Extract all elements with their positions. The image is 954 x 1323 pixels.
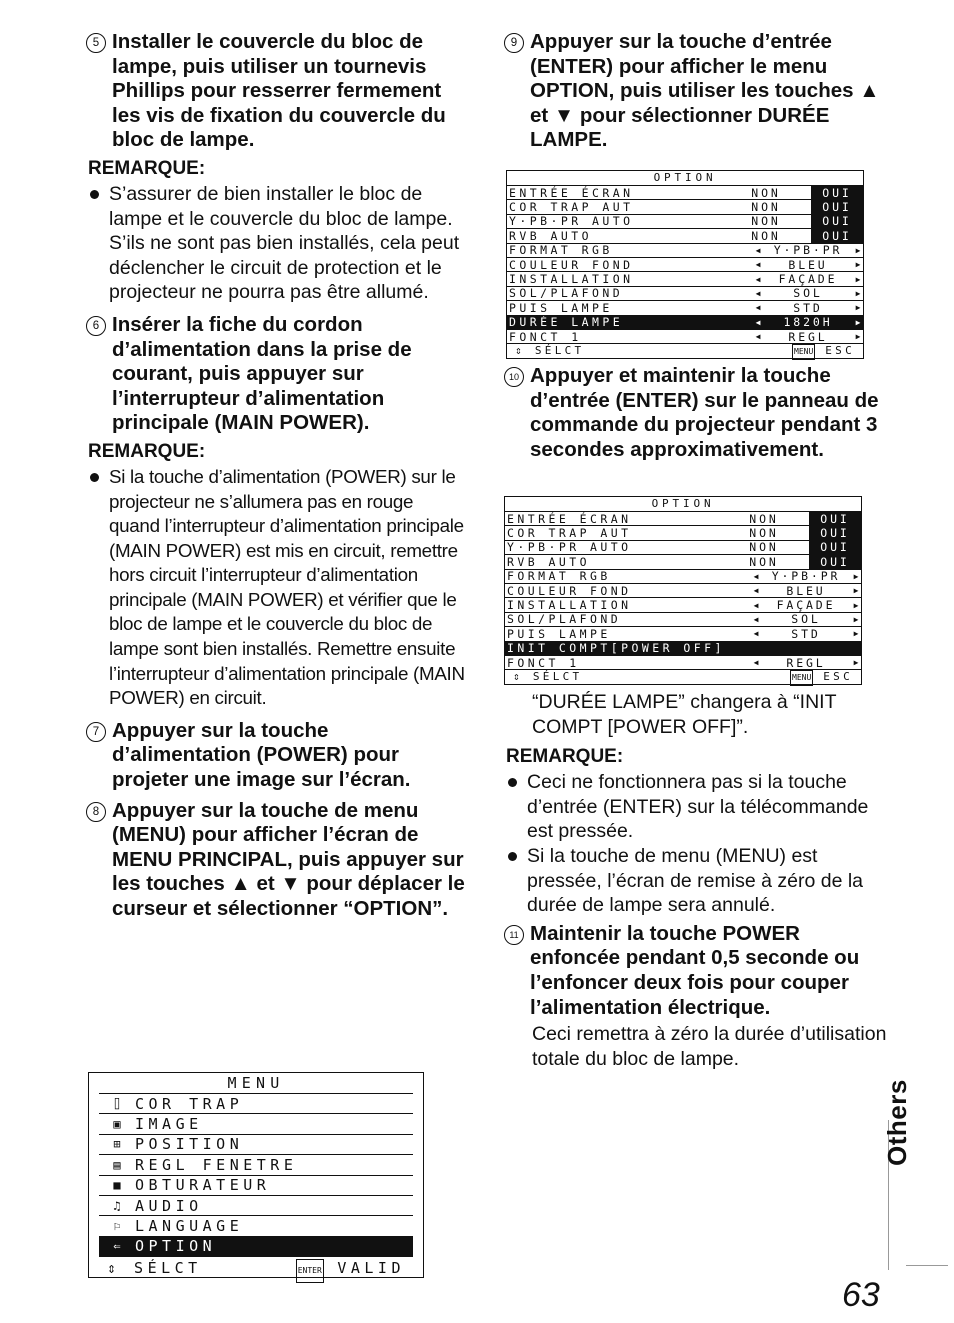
right-arrow-icon: ▶ bbox=[853, 614, 859, 624]
option-row bbox=[507, 199, 863, 213]
option-row bbox=[505, 554, 861, 568]
option-label: Y·PB·PR AUTO bbox=[507, 540, 632, 555]
menu-item-label: REGL FENETRE bbox=[135, 1155, 298, 1174]
menu-item bbox=[99, 1113, 413, 1133]
right-arrow-icon: ▶ bbox=[855, 260, 861, 270]
left-arrow-icon: ◀ bbox=[755, 332, 761, 342]
option-value: FAÇADE bbox=[778, 272, 838, 286]
option-label: ENTRÉE ÉCRAN bbox=[507, 511, 632, 526]
option-label: FONCT 1 bbox=[509, 329, 582, 344]
option-row bbox=[505, 569, 861, 583]
option-value: Y·PB·PR bbox=[771, 569, 841, 583]
shutter-icon: ■ bbox=[113, 1178, 121, 1193]
option-value: SOL bbox=[791, 612, 821, 627]
step-number: 5 bbox=[86, 33, 106, 53]
step-text: Appuyer sur la touche d’alimentation (POWER) pour projeter une image sur l’écran. bbox=[112, 718, 411, 792]
menu-item-label: IMAGE bbox=[135, 1115, 203, 1134]
remark-title: REMARQUE: bbox=[506, 746, 624, 768]
step-text: Maintenir la touche POWER enfoncée pendant 0,5 seconde ou l’enfoncer deux fois pour couper l’alimentation électrique. bbox=[530, 921, 860, 1019]
option-row bbox=[507, 214, 863, 228]
option-screen-reset bbox=[504, 496, 862, 685]
option-row bbox=[505, 641, 861, 655]
right-column bbox=[506, 30, 890, 155]
remark-bullet bbox=[88, 182, 466, 305]
option-icon: ⇐ bbox=[113, 1239, 121, 1254]
option-footer bbox=[507, 343, 863, 358]
bullet-text: S’assurer de bien installer le bloc de lampe et le couvercle du bloc de lampe. S’ils ne sont pas bien installés, cela peut déclencher le circuit de protection et le projecteur ne pourra pas être allumé. bbox=[109, 182, 460, 304]
right-arrow-icon: ▶ bbox=[853, 571, 859, 581]
menu-item bbox=[99, 1236, 413, 1256]
step-number: 10 bbox=[504, 367, 524, 387]
side-tab-others: Others bbox=[882, 1079, 912, 1166]
remark-bullet bbox=[506, 844, 890, 918]
step-number: 6 bbox=[86, 316, 106, 336]
option-row bbox=[507, 300, 863, 314]
menu-item bbox=[99, 1175, 413, 1195]
right-column-mid bbox=[506, 364, 890, 464]
step-text: Insérer la fiche du cordon d’alimentation dans la prise de courant, puis appuyer sur l’interrupteur d’alimentation principale (MAIN POWER). bbox=[112, 312, 412, 435]
bullet-text: Si la touche d’alimentation (POWER) sur le projecteur ne s’allumera pas en rouge quand l’interrupteur d’alimentation principale (MAIN POWER) est mis en circuit, remettre hors circuit l’interrupteur d’alimentation principale (MAIN POWER) et vérifier que le bloc de lampe et le couvercle du bloc de lampe sont bien installés. Remettre ensuite l’interrupteur d’alimentation principale (MAIN POWER) en circuit. bbox=[109, 465, 465, 709]
menu-item-label: LANGUAGE bbox=[135, 1217, 244, 1236]
bullet-text: Si la touche de menu (MENU) est pressée, l’écran de remise à zéro de la durée de lampe sera annulé. bbox=[527, 844, 864, 917]
option-label: DURÉE LAMPE bbox=[509, 315, 624, 329]
option-value: NON bbox=[749, 526, 779, 540]
right-arrow-icon: ▶ bbox=[853, 658, 859, 668]
option-value: NON bbox=[749, 511, 779, 526]
step-10-result: “DURÉE LAMPE” changera à “INIT COMPT [POWER OFF]”. bbox=[532, 691, 837, 738]
option-label: COR TRAP AUT bbox=[507, 526, 632, 540]
option-row bbox=[507, 228, 863, 242]
step-text: Appuyer et maintenir la touche d’entrée (ENTER) sur le panneau de commande du projecteur pendant 3 secondes approximativement. bbox=[530, 364, 879, 461]
right-arrow-icon: ▶ bbox=[853, 586, 859, 596]
left-arrow-icon: ◀ bbox=[755, 288, 761, 298]
audio-icon: ♫ bbox=[113, 1198, 121, 1213]
menu-item bbox=[99, 1154, 413, 1174]
menu-item bbox=[99, 1134, 413, 1154]
option-toggle: OUI bbox=[809, 555, 861, 569]
left-arrow-icon: ◀ bbox=[755, 260, 761, 270]
option-value: REGL bbox=[788, 329, 828, 344]
option-value: NON bbox=[749, 554, 779, 569]
left-arrow-icon: ◀ bbox=[755, 303, 761, 313]
option-row bbox=[507, 271, 863, 285]
right-arrow-icon: ▶ bbox=[853, 600, 859, 610]
step-text: Appuyer sur la touche d’entrée (ENTER) pour afficher le menu OPTION, puis utiliser les touches ▲ et ▼ pour sélectionner DURÉE LAMPE. bbox=[530, 30, 880, 152]
option-value: SOL bbox=[793, 286, 823, 301]
main-menu-screen bbox=[88, 1072, 424, 1278]
option-row bbox=[507, 315, 863, 329]
right-arrow-icon: ▶ bbox=[855, 317, 861, 327]
remark-title: REMARQUE: bbox=[88, 157, 206, 179]
footer-select: ⇕ SÉLCT bbox=[107, 1259, 202, 1278]
option-toggle: OUI bbox=[809, 512, 861, 526]
option-value: STD bbox=[793, 300, 823, 315]
step-number: 7 bbox=[86, 722, 106, 742]
footer-esc: ESC bbox=[823, 670, 853, 684]
option-toggle: OUI bbox=[811, 214, 863, 228]
option-footer bbox=[505, 669, 861, 684]
option-row bbox=[505, 540, 861, 554]
option-row bbox=[507, 243, 863, 257]
menu-item bbox=[99, 1195, 413, 1215]
step-number: 11 bbox=[504, 925, 524, 945]
menu-item bbox=[99, 1093, 413, 1113]
footer-select: ⇕ SÉLCT bbox=[515, 344, 585, 358]
option-value: NON bbox=[751, 228, 781, 243]
step-text: Installer le couvercle du bloc de lampe, puis utiliser un tournevis Phillips pour resserrer fermement les vis de fixation du couvercle du bloc de lampe. bbox=[112, 30, 446, 152]
option-value: STD bbox=[791, 626, 821, 641]
language-icon: ⚐ bbox=[113, 1219, 121, 1234]
menu-key-icon: MENU bbox=[792, 344, 815, 360]
step-11 bbox=[506, 922, 890, 1020]
option-label: RVB AUTO bbox=[509, 228, 592, 243]
left-arrow-icon: ◀ bbox=[755, 317, 761, 327]
option-value: BLEU bbox=[788, 257, 828, 272]
image-icon: ▣ bbox=[113, 1117, 121, 1132]
footer-valid-group bbox=[296, 1257, 405, 1279]
option-value: NON bbox=[751, 214, 781, 229]
step-11-result: Ceci remettra à zéro la durée d’utilisation totale du bloc de lampe. bbox=[532, 1023, 887, 1070]
menu-item-label: POSITION bbox=[135, 1135, 244, 1154]
step-7 bbox=[88, 719, 466, 793]
right-arrow-icon: ▶ bbox=[855, 288, 861, 298]
remark-title: REMARQUE: bbox=[88, 440, 206, 462]
right-column-lower bbox=[506, 690, 890, 1071]
left-arrow-icon: ◀ bbox=[753, 629, 759, 639]
left-arrow-icon: ◀ bbox=[755, 245, 761, 255]
bullet-dot bbox=[90, 190, 99, 199]
option-label: FORMAT RGB bbox=[509, 243, 613, 257]
right-arrow-icon: ▶ bbox=[855, 274, 861, 284]
left-arrow-icon: ◀ bbox=[755, 274, 761, 284]
position-icon: ⊞ bbox=[113, 1137, 121, 1152]
page-number: 63 bbox=[842, 1276, 880, 1314]
bullet-dot bbox=[90, 473, 99, 482]
option-value: Y·PB·PR bbox=[773, 243, 843, 257]
option-label: SOL/PLAFOND bbox=[509, 286, 624, 301]
right-arrow-icon: ▶ bbox=[855, 332, 861, 342]
option-value: REGL bbox=[786, 655, 826, 670]
footer-esc-group bbox=[790, 670, 853, 684]
left-arrow-icon: ◀ bbox=[753, 658, 759, 668]
menu-item-label: COR TRAP bbox=[135, 1094, 244, 1113]
remark-bullet bbox=[506, 770, 890, 844]
step-9 bbox=[506, 30, 890, 153]
option-toggle: OUI bbox=[811, 186, 863, 200]
option-label: COULEUR FOND bbox=[507, 583, 632, 598]
footer-select: ⇕ SÉLCT bbox=[513, 670, 583, 684]
right-arrow-icon: ▶ bbox=[853, 629, 859, 639]
option-label: PUIS LAMPE bbox=[507, 626, 611, 641]
bullet-dot bbox=[508, 852, 517, 861]
step-number: 9 bbox=[504, 33, 524, 53]
remark-bullet bbox=[88, 465, 466, 711]
menu-item bbox=[99, 1215, 413, 1235]
step-number: 8 bbox=[86, 802, 106, 822]
option-toggle: OUI bbox=[809, 540, 861, 554]
option-label: COR TRAP AUT bbox=[509, 200, 634, 214]
keystone-icon: ⌷ bbox=[113, 1096, 121, 1111]
option-row bbox=[507, 286, 863, 300]
right-arrow-icon: ▶ bbox=[855, 245, 861, 255]
option-label: FORMAT RGB bbox=[507, 569, 611, 583]
option-value: BLEU bbox=[786, 583, 826, 598]
step-text: Appuyer sur la touche de menu (MENU) pour afficher l’écran de MENU PRINCIPAL, puis appuyer sur les touches ▲ et ▼ pour déplacer le curseur et sélectionner “OPTION”. bbox=[112, 798, 465, 920]
option-row bbox=[505, 525, 861, 539]
option-label: Y·PB·PR AUTO bbox=[509, 214, 634, 229]
option-row bbox=[505, 612, 861, 626]
option-label: FONCT 1 bbox=[507, 655, 580, 670]
bullet-dot bbox=[508, 778, 517, 787]
option-label: PUIS LAMPE bbox=[509, 300, 613, 315]
option-label: INIT COMPT[POWER OFF] bbox=[507, 641, 725, 655]
option-row bbox=[507, 257, 863, 271]
option-value: 1820H bbox=[783, 315, 833, 329]
menu-item-label: OPTION bbox=[135, 1237, 217, 1256]
step-5 bbox=[88, 30, 466, 153]
menu-item-label: OBTURATEUR bbox=[135, 1176, 271, 1195]
menu-item-label: AUDIO bbox=[135, 1196, 203, 1215]
menu-title: MENU bbox=[227, 1074, 285, 1092]
left-arrow-icon: ◀ bbox=[753, 586, 759, 596]
option-label: ENTRÉE ÉCRAN bbox=[509, 185, 634, 200]
option-toggle: OUI bbox=[811, 229, 863, 243]
option-value: NON bbox=[751, 185, 781, 200]
right-arrow-icon: ▶ bbox=[855, 303, 861, 313]
option-screen-lamp-hours bbox=[506, 170, 864, 359]
option-label: SOL/PLAFOND bbox=[507, 612, 622, 627]
bullet-text: Ceci ne fonctionnera pas si la touche d’entrée (ENTER) sur la télécommande est pressée. bbox=[527, 771, 869, 843]
option-row bbox=[505, 511, 861, 525]
footer-valid: VALID bbox=[337, 1259, 405, 1278]
option-value: NON bbox=[751, 200, 781, 214]
option-label: COULEUR FOND bbox=[509, 257, 634, 272]
step-10 bbox=[506, 364, 890, 462]
footer-esc-group bbox=[792, 344, 855, 358]
option-toggle: OUI bbox=[809, 526, 861, 540]
left-arrow-icon: ◀ bbox=[753, 614, 759, 624]
option-value: NON bbox=[749, 540, 779, 555]
left-arrow-icon: ◀ bbox=[753, 571, 759, 581]
option-row bbox=[507, 329, 863, 343]
option-label: INSTALLATION bbox=[507, 598, 632, 612]
option-title: OPTION bbox=[653, 171, 717, 184]
enter-key-icon: ENTER bbox=[296, 1259, 324, 1283]
step-6 bbox=[88, 313, 466, 436]
option-value: FAÇADE bbox=[776, 598, 836, 612]
left-arrow-icon: ◀ bbox=[753, 600, 759, 610]
option-label: INSTALLATION bbox=[509, 272, 634, 286]
option-label: RVB AUTO bbox=[507, 554, 590, 569]
option-title: OPTION bbox=[651, 497, 715, 510]
side-tab-dash bbox=[906, 1265, 948, 1266]
option-row bbox=[505, 583, 861, 597]
option-row bbox=[505, 597, 861, 611]
left-column bbox=[88, 30, 466, 924]
footer-esc: ESC bbox=[825, 344, 855, 358]
window-icon: ▤ bbox=[113, 1157, 121, 1172]
step-8 bbox=[88, 799, 466, 922]
menu-footer bbox=[99, 1256, 413, 1279]
option-row bbox=[505, 626, 861, 640]
option-toggle: OUI bbox=[811, 200, 863, 214]
menu-key-icon: MENU bbox=[790, 670, 813, 686]
option-row bbox=[505, 655, 861, 669]
option-row bbox=[507, 185, 863, 199]
